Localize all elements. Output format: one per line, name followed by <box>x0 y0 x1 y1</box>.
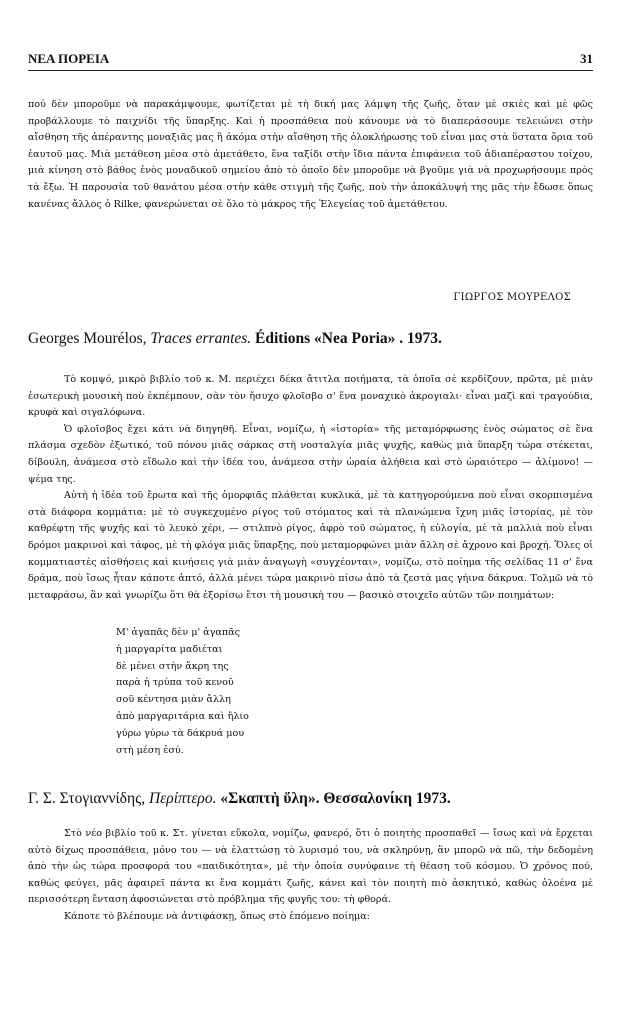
intro-paragraph: πού δὲν μποροῦμε νὰ παρακάμψουμε, φωτίζεται μὲ τὴ δική μας λάμψη τῆς ζωῆς, ὅταν μὲ σκιὲς καὶ μὲ φῶς προβάλλουμε τὸ παιχνίδι τῆς ὕπαρξης. Καὶ ἡ προσπάθεια ποὺ κάνουμε νὰ τὸ διαπεράσουμε τελειώνει στὴν αἴσθηση τῆς ἀπέραντης μοναξιᾶς μας ἢ ἀκόμα στὴν αἴσθηση τῆς ὁλοκλήρωσης τοῦ εἶναι μας στὰ ὕστατα ὅρια τοῦ ἑαυτοῦ μας. Μιὰ μετάθεση μέσα στὸ ἀμετάθετο, ἕνα ταξίδι στὴν ἴδια πάντα ἐπιφάνεια τοῦ ἀδιαπέραστου τοίχου, μιὰ κίνηση στὸ βάθος ἑνὸς μοναδικοῦ σημείου ἀπὸ τὸ ὁποῖο δὲν μποροῦμε νὰ βγοῦμε γιὰ νὰ προχωρήσουμε πρὸς τὰ ἔξω. Ἡ παρουσία τοῦ θανάτου μέσα στὴν κάθε στιγμὴ τῆς ζωῆς, ποὺ τὴν ἀποκάλυψή της μᾶς τὴν ἔδωσε ὅπως κανένας ἄλλος ὁ Rilke, φανερώνεται σὲ ὅλο τὸ μάκρος τῆς Ἐλεγείας τοῦ ἀμετάθετου. <box>28 99 593 210</box>
review1-paragraph: Τὸ κομψό, μικρὸ βιβλίο τοῦ κ. Μ. περιέχει δέκα ἄτιτλα ποιήματα, τὰ ὁποῖα σὲ κερδίζουν, πρῶτα, μὲ μιὰν ἐσωτερικὴ μουσικὴ ποὺ ἐκπέμπουν, σὰν τὸν ἥσυχο φλοῖσβο σ' ἕνα μοναχικὸ ἀκρογιαλι· εἶναι μαζὶ καὶ τραγούδια, κρυφὰ καὶ σιγαλόφωνα. <box>28 374 593 419</box>
review1-author: Georges Mourélos, <box>28 330 147 347</box>
page-number: 31 <box>580 51 593 66</box>
review2-publisher: «Σκαπτὴ ὕλη». Θεσσαλονίκη 1973. <box>220 790 451 807</box>
review1-poem <box>116 625 249 759</box>
review1-paragraph: Αὐτὴ ἡ ἰδέα τοῦ ἔρωτα καὶ τῆς ὁμορφιᾶς πλάθεται κυκλικά, μὲ τὰ κατηγορούμενα ποὺ εἶναι σκορπισμένα στὰ διάφορα κομμάτια: μὲ τὸ συγκεχυμένο ρίγος τοῦ στόματος καὶ τὰ πλανώμενα ἴχνη μιᾶς ἱστορίας, μὲ τὸν καθρέφτη τῆς ψυχῆς καὶ τὸ λευκὸ χέρι, — στιλπνὸ ρίγος, ἀφρὸ τοῦ σώματος, ἡ εὐλογία, μὲ τὰ μαλλιὰ ποὺ εἶναι δρόμοι μακρινοὶ καὶ τάφος, μὲ τὴ φλόγα μιᾶς ὕπαρξης, ποὺ μεταμορφώνει μιὰν ἄλλη σὲ ἄχρονο καὶ βροχή. Ὅλες οἱ κομματιαστὲς αἰσθήσεις καὶ κινήσεις γιὰ μιὰν ἀναγωγὴ «συγχέονται», νομίζω, στὸ ποίημα τῆς σελίδας 11 σ' ἕνα δράμα, ποὺ ἴσως ἦταν κάποτε ἀπτό, ἀλλὰ μένει τώρα μακρινὸ πίσω ἀπὸ τὰ ζεστὰ μας γήινα δάκρυα. Τολμῶ νὰ τὸ μεταφράσω, ἂν καὶ γνωρίζω ὅτι θὰ ἐξορίσω ἔτσι τὴ μουσικὴ του — βασικὸ στοιχεῖο αὐτῶν τῶν ποιημάτων: <box>28 490 593 601</box>
review2-paragraph: Κάποτε τὸ βλέπουμε νὰ ἀντιφάσκῃ, ὅπως στὸ ἑπόμενο ποίημα: <box>64 910 370 922</box>
review2-title: Περίπτερο. <box>148 790 217 807</box>
poem-line: παρὰ ἡ τρύπα τοῦ κενοῦ <box>116 677 234 689</box>
poem-line: Μ' ἀγαπᾶς δὲν μ' ἀγαπᾶς <box>116 627 240 638</box>
review2-heading <box>28 790 593 808</box>
poem-line: σοῦ κέντησα μιὰν ἄλλη <box>116 694 231 706</box>
running-header <box>28 52 593 71</box>
poem-line: ἀπὸ μαργαριτάρια καὶ ἥλιο <box>116 710 249 722</box>
review2-paragraph: Στὸ νέο βιβλίο τοῦ κ. Στ. γίνεται εὔκολα, νομίζω, φανερό, ὅτι ὁ ποιητὴς προσπαθεῖ — ἴσως καὶ νὰ ἔρχεται αὐτὸ δίχως προσπάθεια, μόνο του — νὰ ἐλαττώσῃ τὸ λυρισμό του, νὰ σκληρύνῃ, ἂν μπορῶ νὰ πῶ, τὴν δεδομένη ἀπὸ τὴν ὡς τώρα προσφορά του «παιδικότητα», μὲ τὴν ὁποία συνύφαινε τὴ θέαση τοῦ κόσμου. Ὁ χρόνος πού, καθὼς φεύγει, μᾶς ἀφαιρεῖ πάντα κι ἕνα κομμάτι ζωῆς, κάνει καὶ τὸν ποιητὴ πιὸ ἀσκητικό, καθὼς ὁλοένα μὲ περισσότερη ἔνταση ἀφοσιώνεται στὸ πρόβλημα τῆς φυγῆς του: τὴ φθορά. <box>28 828 593 906</box>
document-page <box>28 0 593 1024</box>
poem-line: ἡ μαργαρίτα μαδιέται <box>116 643 223 655</box>
review1-heading <box>28 330 593 348</box>
review1-body <box>28 372 593 604</box>
intro-paragraph-block <box>28 97 593 213</box>
review1-publisher: Éditions «Nea Poria» . 1973. <box>255 330 442 347</box>
review2-author: Γ. Σ. Στογιαννίδης, <box>28 790 146 807</box>
journal-title: ΝΕΑ ΠΟΡΕΙΑ <box>28 51 110 66</box>
review1-paragraph: Ὁ φλοῖσβος ἔχει κάτι νὰ διηγηθῆ. Εἶναι, νομίζω, ἡ «ἱστορία» τῆς μεταμόρφωσης ἑνὸς σώματος σὲ ἕνα πλάσμα σχεδὸν ἐξωτικό, τοῦ πόνου μιᾶς σάρκας στὴ νοσταλγία μιᾶς ψυχῆς, καθὼς μιὰ ὕπαρξη τώρα στέκεται, δίβουλη, ἀνάμεσα στὸ εἴδωλο καὶ τὴν ἰδέα του, ἀνάμεσα στὴν ὡραία ἀλήθεια καὶ στὸ ὡραιότερο — ἀλίμονο! — ψέμα της. <box>28 423 593 485</box>
poem-line: γύρω γύρω τὰ δάκρυά μου <box>116 727 245 739</box>
review2-body <box>28 826 593 926</box>
author-signature: ΓΙΩΡΓΟΣ ΜΟΥΡΕΛΟΣ <box>453 292 571 303</box>
poem-line: δὲ μένει στὴν ἄκρη της <box>116 660 229 672</box>
poem-line: στὴ μέση ἐσύ. <box>116 744 184 756</box>
review1-title: Traces errantes. <box>150 330 252 347</box>
